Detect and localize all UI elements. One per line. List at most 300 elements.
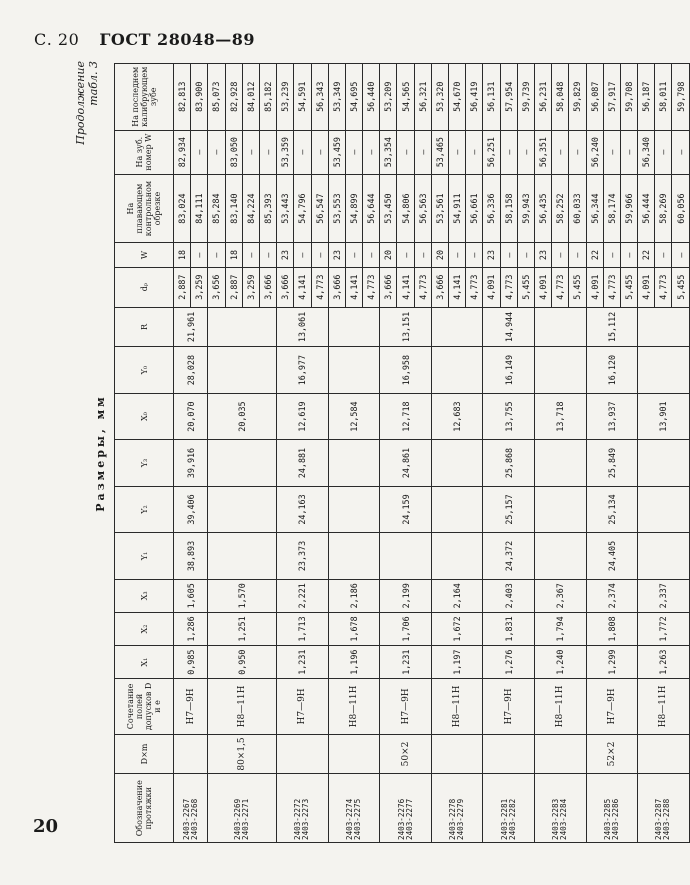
dp-cell: 4,091 xyxy=(586,267,603,307)
group-dxm-cell xyxy=(174,734,208,774)
m3-cell: 85,073 xyxy=(208,64,225,131)
x3-cell: 2,221 xyxy=(277,579,329,612)
m2-cell: 53,354 xyxy=(380,130,397,174)
dimensions-table xyxy=(114,63,690,843)
m3-cell: 59,829 xyxy=(569,64,586,131)
m1-cell: 56,435 xyxy=(534,174,551,243)
y0-cell: 16,149 xyxy=(483,347,535,393)
x1-cell: 1,240 xyxy=(534,646,586,679)
group-name-cell: 2403-2285 2403-2286 xyxy=(586,774,638,843)
dp-cell: 4,773 xyxy=(552,267,569,307)
y3-cell: 25,849 xyxy=(586,440,638,486)
x1-cell: 1,299 xyxy=(586,646,638,679)
dp-cell: 3,656 xyxy=(208,267,225,307)
y1-cell xyxy=(328,533,380,579)
m1-cell: 53,553 xyxy=(328,174,345,243)
dp-cell: 3,666 xyxy=(259,267,276,307)
m1-cell: 53,561 xyxy=(431,174,448,243)
m1-cell: 84,111 xyxy=(191,174,208,243)
m1-cell: 83,024 xyxy=(174,174,191,243)
col-y0-header: Y₀ xyxy=(115,347,174,393)
w-cell: — xyxy=(294,243,311,267)
m1-cell: 54,796 xyxy=(294,174,311,243)
col-y2-header: Y₂ xyxy=(115,486,174,532)
x3-cell: 2,337 xyxy=(638,579,690,612)
y3-cell: 25,868 xyxy=(483,440,535,486)
w-cell: — xyxy=(242,243,259,267)
m3-cell: 57,954 xyxy=(500,64,517,131)
y0-cell: 16,958 xyxy=(380,347,432,393)
table-body xyxy=(174,64,690,843)
col-x3-header: X₃ xyxy=(115,579,174,612)
m2-cell: 56,340 xyxy=(638,130,655,174)
m2-cell: — xyxy=(655,130,672,174)
x1-cell: 1,276 xyxy=(483,646,535,679)
m3-cell: 58,048 xyxy=(552,64,569,131)
col-dp-header: dₚ xyxy=(115,267,174,307)
dp-cell: 4,091 xyxy=(534,267,551,307)
dp-cell: 4,773 xyxy=(311,267,328,307)
y2-cell: 39,406 xyxy=(174,486,208,532)
col-w-header: W xyxy=(115,243,174,267)
dp-cell: 5,455 xyxy=(672,267,689,307)
y3-cell xyxy=(208,440,277,486)
y0-cell: 16,977 xyxy=(277,347,329,393)
x0-cell: 13,755 xyxy=(483,393,535,439)
group-dxm-cell: 80×1,5 xyxy=(208,734,277,774)
dp-cell: 4,141 xyxy=(449,267,466,307)
y2-cell xyxy=(208,486,277,532)
table-row xyxy=(174,64,191,843)
r-cell xyxy=(431,307,483,347)
m3-cell: 82,813 xyxy=(174,64,191,131)
col-r-header: R xyxy=(115,307,174,347)
m3-cell: 84,012 xyxy=(242,64,259,131)
m2-cell: — xyxy=(294,130,311,174)
y1-cell: 23,373 xyxy=(277,533,329,579)
group-name-cell: 2403-2287 2403-2288 xyxy=(638,774,690,843)
m1-cell: 54,899 xyxy=(345,174,362,243)
x0-cell: 12,683 xyxy=(431,393,483,439)
x1-cell: 1,231 xyxy=(380,646,432,679)
w-cell: — xyxy=(620,243,637,267)
m3-cell: 56,440 xyxy=(363,64,380,131)
group-tolerance-cell: Н7—9Н xyxy=(174,679,208,734)
y0-cell xyxy=(638,347,690,393)
dp-cell: 2,887 xyxy=(174,267,191,307)
w-cell: — xyxy=(655,243,672,267)
table-title: Размеры, мм xyxy=(94,394,107,512)
y1-cell xyxy=(638,533,690,579)
x2-cell: 1,251 xyxy=(208,612,277,645)
m3-cell: 83,900 xyxy=(191,64,208,131)
m1-cell: 60,056 xyxy=(672,174,689,243)
group-name-cell: 2403-2274 2403-2275 xyxy=(328,774,380,843)
group-name-cell: 2403-2283 2403-2284 xyxy=(534,774,586,843)
m3-cell: 53,239 xyxy=(277,64,294,131)
m2-cell: — xyxy=(500,130,517,174)
m2-cell: 56,351 xyxy=(534,130,551,174)
m2-cell: — xyxy=(672,130,689,174)
x1-cell: 1,231 xyxy=(277,646,329,679)
y2-cell: 24,159 xyxy=(380,486,432,532)
m2-cell: — xyxy=(259,130,276,174)
x2-cell: 1,678 xyxy=(328,612,380,645)
m1-cell: 56,644 xyxy=(363,174,380,243)
table-row xyxy=(431,64,448,843)
m3-cell: 54,591 xyxy=(294,64,311,131)
table-row xyxy=(483,64,500,843)
m3-cell: 53,320 xyxy=(431,64,448,131)
w-cell: — xyxy=(569,243,586,267)
m2-cell: 56,240 xyxy=(586,130,603,174)
y0-cell xyxy=(328,347,380,393)
x2-cell: 1,713 xyxy=(277,612,329,645)
m3-cell: 57,917 xyxy=(603,64,620,131)
y3-cell: 24,881 xyxy=(277,440,329,486)
y1-cell xyxy=(431,533,483,579)
m1-cell: 58,174 xyxy=(603,174,620,243)
w-cell: — xyxy=(449,243,466,267)
m1-cell: 54,911 xyxy=(449,174,466,243)
m1-cell: 56,336 xyxy=(483,174,500,243)
x2-cell: 1,808 xyxy=(586,612,638,645)
group-dxm-cell xyxy=(638,734,690,774)
x0-cell: 12,619 xyxy=(277,393,329,439)
y3-cell xyxy=(534,440,586,486)
x3-cell: 2,403 xyxy=(483,579,535,612)
m2-cell: 56,251 xyxy=(483,130,500,174)
m3-cell: 56,131 xyxy=(483,64,500,131)
m1-cell: 84,224 xyxy=(242,174,259,243)
x3-cell: 2,199 xyxy=(380,579,432,612)
m3-cell: 59,739 xyxy=(517,64,534,131)
w-cell: — xyxy=(191,243,208,267)
rotated-table-sheet xyxy=(70,61,686,843)
m2-cell: — xyxy=(363,130,380,174)
m3-cell: 56,087 xyxy=(586,64,603,131)
m2-cell: — xyxy=(242,130,259,174)
m1-cell: 58,158 xyxy=(500,174,517,243)
dp-cell: 4,773 xyxy=(466,267,483,307)
w-cell: 20 xyxy=(380,243,397,267)
col-name-header: Обозначение протяжки xyxy=(115,774,174,843)
dp-cell: 4,091 xyxy=(483,267,500,307)
m1-cell: 58,269 xyxy=(655,174,672,243)
y2-cell xyxy=(534,486,586,532)
m2-cell: 53,359 xyxy=(277,130,294,174)
w-cell: — xyxy=(500,243,517,267)
m1-cell: 54,806 xyxy=(397,174,414,243)
y2-cell xyxy=(638,486,690,532)
m3-cell: 54,695 xyxy=(345,64,362,131)
dp-cell: 4,141 xyxy=(345,267,362,307)
standard-title: ГОСТ 28048—89 xyxy=(99,30,255,49)
col-y1-header: Y₁ xyxy=(115,533,174,579)
r-cell: 21,961 xyxy=(174,307,208,347)
x0-cell: 13,937 xyxy=(586,393,638,439)
table-header-row xyxy=(115,64,174,843)
y2-cell: 24,163 xyxy=(277,486,329,532)
w-cell: — xyxy=(552,243,569,267)
page-number-label: С. 20 xyxy=(34,30,80,49)
group-name-cell: 2403-2276 2403-2277 xyxy=(380,774,432,843)
m3-cell: 59,708 xyxy=(620,64,637,131)
m1-cell: 58,252 xyxy=(552,174,569,243)
group-dxm-cell xyxy=(534,734,586,774)
dp-cell: 3,666 xyxy=(328,267,345,307)
col-m3-header: На последнем калибрующем зубе xyxy=(115,64,174,131)
m3-cell: 53,209 xyxy=(380,64,397,131)
w-cell: — xyxy=(208,243,225,267)
group-dxm-cell xyxy=(431,734,483,774)
y3-cell: 39,916 xyxy=(174,440,208,486)
m3-cell: 56,419 xyxy=(466,64,483,131)
dp-cell: 5,455 xyxy=(517,267,534,307)
dp-cell: 3,666 xyxy=(380,267,397,307)
x3-cell: 2,374 xyxy=(586,579,638,612)
dp-cell: 4,141 xyxy=(294,267,311,307)
m3-cell: 56,231 xyxy=(534,64,551,131)
group-dxm-cell xyxy=(328,734,380,774)
table-row xyxy=(534,64,551,843)
x3-cell: 2,164 xyxy=(431,579,483,612)
dp-cell: 4,773 xyxy=(655,267,672,307)
col-tolerance-header: Сочетание полей допусков D и е xyxy=(115,679,174,734)
x0-cell: 12,718 xyxy=(380,393,432,439)
dp-cell: 4,141 xyxy=(397,267,414,307)
r-cell: 13,061 xyxy=(277,307,329,347)
m3-cell: 59,798 xyxy=(672,64,689,131)
y2-cell xyxy=(328,486,380,532)
y2-cell: 25,134 xyxy=(586,486,638,532)
r-cell xyxy=(328,307,380,347)
w-cell: — xyxy=(363,243,380,267)
dp-cell: 4,091 xyxy=(638,267,655,307)
x0-cell: 13,901 xyxy=(638,393,690,439)
w-cell: 23 xyxy=(483,243,500,267)
m2-cell: — xyxy=(552,130,569,174)
m2-cell: 53,459 xyxy=(328,130,345,174)
table-row xyxy=(586,64,603,843)
m1-cell: 56,661 xyxy=(466,174,483,243)
y0-cell xyxy=(208,347,277,393)
group-tolerance-cell: Н7—9Н xyxy=(586,679,638,734)
m2-cell: — xyxy=(345,130,362,174)
table-row xyxy=(328,64,345,843)
r-cell xyxy=(208,307,277,347)
x2-cell: 1,286 xyxy=(174,612,208,645)
w-cell: 18 xyxy=(225,243,242,267)
y0-cell xyxy=(431,347,483,393)
w-cell: 20 xyxy=(431,243,448,267)
y3-cell xyxy=(638,440,690,486)
m2-cell: — xyxy=(517,130,534,174)
y0-cell: 28,028 xyxy=(174,347,208,393)
w-cell: 23 xyxy=(277,243,294,267)
y3-cell xyxy=(431,440,483,486)
group-name-cell: 2403-2281 2403-2282 xyxy=(483,774,535,843)
m1-cell: 56,547 xyxy=(311,174,328,243)
r-cell xyxy=(638,307,690,347)
y2-cell: 25,157 xyxy=(483,486,535,532)
m2-cell: — xyxy=(311,130,328,174)
page-header xyxy=(34,30,255,49)
y1-cell: 24,405 xyxy=(586,533,638,579)
m1-cell: 53,450 xyxy=(380,174,397,243)
m3-cell: 82,928 xyxy=(225,64,242,131)
w-cell: 22 xyxy=(638,243,655,267)
y2-cell xyxy=(431,486,483,532)
m3-cell: 53,349 xyxy=(328,64,345,131)
group-dxm-cell xyxy=(483,734,535,774)
w-cell: — xyxy=(466,243,483,267)
y3-cell: 24,861 xyxy=(380,440,432,486)
y0-cell: 16,120 xyxy=(586,347,638,393)
w-cell: — xyxy=(311,243,328,267)
x2-cell: 1,772 xyxy=(638,612,690,645)
m1-cell: 60,033 xyxy=(569,174,586,243)
group-dxm-cell xyxy=(277,734,329,774)
dp-cell: 3,259 xyxy=(191,267,208,307)
dp-cell: 4,773 xyxy=(414,267,431,307)
x0-cell: 13,718 xyxy=(534,393,586,439)
table-row xyxy=(208,64,225,843)
group-name-cell: 2403-2278 2403-2279 xyxy=(431,774,483,843)
m2-cell: — xyxy=(603,130,620,174)
m2-cell: — xyxy=(569,130,586,174)
m3-cell: 54,565 xyxy=(397,64,414,131)
col-dxm-header: D×m xyxy=(115,734,174,774)
col-x1-header: X₁ xyxy=(115,646,174,679)
m1-cell: 85,393 xyxy=(259,174,276,243)
x3-cell: 2,367 xyxy=(534,579,586,612)
x3-cell: 2,186 xyxy=(328,579,380,612)
w-cell: — xyxy=(517,243,534,267)
group-tolerance-cell: Н8—11Н xyxy=(638,679,690,734)
m1-cell: 85,284 xyxy=(208,174,225,243)
y1-cell xyxy=(380,533,432,579)
x0-cell: 20,070 xyxy=(174,393,208,439)
x1-cell: 1,196 xyxy=(328,646,380,679)
m2-cell: 82,934 xyxy=(174,130,191,174)
group-tolerance-cell: Н7—9Н xyxy=(277,679,329,734)
group-name-cell: 2403-2267 2403-2268 xyxy=(174,774,208,843)
w-cell: — xyxy=(259,243,276,267)
y1-cell xyxy=(534,533,586,579)
table-caption: Продолжение табл. 3 xyxy=(74,61,100,145)
group-tolerance-cell: Н8—11Н xyxy=(534,679,586,734)
m2-cell: 83,050 xyxy=(225,130,242,174)
dp-cell: 4,773 xyxy=(363,267,380,307)
m2-cell: — xyxy=(414,130,431,174)
m3-cell: 56,187 xyxy=(638,64,655,131)
col-x2-header: X₂ xyxy=(115,612,174,645)
group-tolerance-cell: Н8—11Н xyxy=(328,679,380,734)
y1-cell: 24,372 xyxy=(483,533,535,579)
table-row xyxy=(638,64,655,843)
group-tolerance-cell: Н8—11Н xyxy=(431,679,483,734)
x1-cell: 0,950 xyxy=(208,646,277,679)
m1-cell: 59,966 xyxy=(620,174,637,243)
m2-cell: — xyxy=(191,130,208,174)
w-cell: 23 xyxy=(328,243,345,267)
m1-cell: 56,563 xyxy=(414,174,431,243)
w-cell: — xyxy=(397,243,414,267)
m2-cell: — xyxy=(397,130,414,174)
x1-cell: 1,197 xyxy=(431,646,483,679)
group-tolerance-cell: Н7—9Н xyxy=(380,679,432,734)
dp-cell: 3,666 xyxy=(277,267,294,307)
w-cell: — xyxy=(672,243,689,267)
m3-cell: 56,343 xyxy=(311,64,328,131)
w-cell: 18 xyxy=(174,243,191,267)
m1-cell: 56,344 xyxy=(586,174,603,243)
w-cell: 22 xyxy=(586,243,603,267)
group-dxm-cell: 50×2 xyxy=(380,734,432,774)
dp-cell: 4,773 xyxy=(603,267,620,307)
col-m2-header: На зуб. номер W xyxy=(115,130,174,174)
y3-cell xyxy=(328,440,380,486)
group-name-cell: 2403-2272 2403-2273 xyxy=(277,774,329,843)
m3-cell: 58,011 xyxy=(655,64,672,131)
dp-cell: 2,887 xyxy=(225,267,242,307)
group-tolerance-cell: Н7—9Н xyxy=(483,679,535,734)
group-name-cell: 2403-2269 2403-2271 xyxy=(208,774,277,843)
dp-cell: 4,773 xyxy=(500,267,517,307)
x3-cell: 1,605 xyxy=(174,579,208,612)
col-x0-header: X₀ xyxy=(115,393,174,439)
x2-cell: 1,794 xyxy=(534,612,586,645)
y1-cell: 38,893 xyxy=(174,533,208,579)
r-cell: 14,944 xyxy=(483,307,535,347)
x1-cell: 1,263 xyxy=(638,646,690,679)
y1-cell xyxy=(208,533,277,579)
group-dxm-cell: 52×2 xyxy=(586,734,638,774)
table-row xyxy=(277,64,294,843)
footer-page-number: 20 xyxy=(33,816,59,837)
y0-cell xyxy=(534,347,586,393)
x2-cell: 1,672 xyxy=(431,612,483,645)
w-cell: — xyxy=(414,243,431,267)
table-row xyxy=(380,64,397,843)
dp-cell: 5,455 xyxy=(620,267,637,307)
m2-cell: — xyxy=(449,130,466,174)
x0-cell: 20,035 xyxy=(208,393,277,439)
dp-cell: 3,666 xyxy=(431,267,448,307)
m2-cell: 53,465 xyxy=(431,130,448,174)
col-y3-header: Y₃ xyxy=(115,440,174,486)
m3-cell: 54,670 xyxy=(449,64,466,131)
w-cell: — xyxy=(603,243,620,267)
x1-cell: 0,985 xyxy=(174,646,208,679)
m2-cell: — xyxy=(466,130,483,174)
dp-cell: 5,455 xyxy=(569,267,586,307)
x2-cell: 1,706 xyxy=(380,612,432,645)
m1-cell: 56,444 xyxy=(638,174,655,243)
w-cell: — xyxy=(345,243,362,267)
m3-cell: 85,182 xyxy=(259,64,276,131)
x0-cell: 12,584 xyxy=(328,393,380,439)
dp-cell: 3,259 xyxy=(242,267,259,307)
group-tolerance-cell: Н8—11Н xyxy=(208,679,277,734)
x2-cell: 1,831 xyxy=(483,612,535,645)
m2-cell: — xyxy=(620,130,637,174)
r-cell: 15,112 xyxy=(586,307,638,347)
m3-cell: 56,321 xyxy=(414,64,431,131)
col-m1-header: На плавающем контрольном обрезке xyxy=(115,174,174,243)
m2-cell: — xyxy=(208,130,225,174)
